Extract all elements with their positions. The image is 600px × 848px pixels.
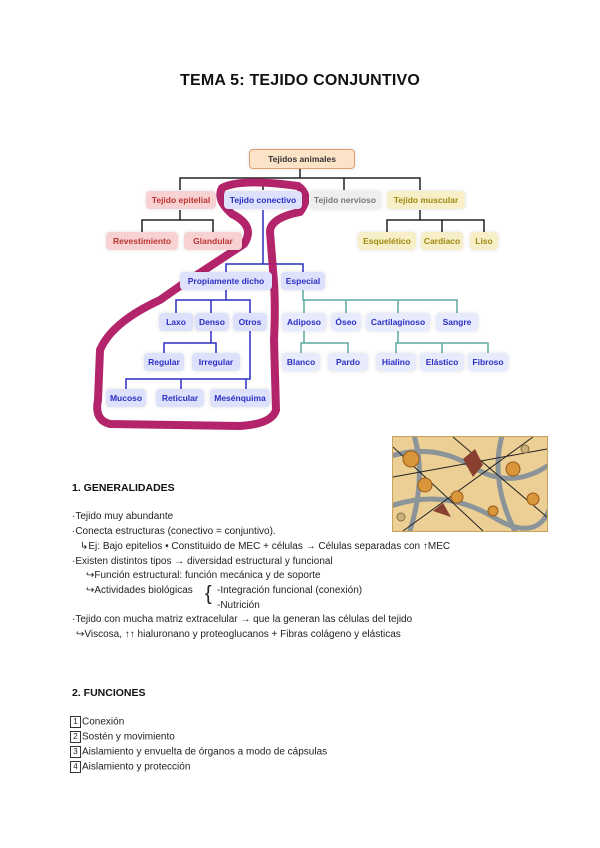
node-blanco: Blanco bbox=[282, 353, 320, 371]
function-item-4 bbox=[70, 761, 190, 773]
node-revestimiento: Revestimiento bbox=[106, 232, 178, 250]
number-box: 1 bbox=[70, 716, 81, 728]
s1-line-3: ↳Ej: Bajo epitelios • Constituido de MEC + células → Células separadas con ↑MEC bbox=[80, 541, 451, 552]
section-2-heading: 2. FUNCIONES bbox=[72, 687, 146, 699]
node-regular: Regular bbox=[144, 353, 184, 371]
number-box: 2 bbox=[70, 731, 81, 743]
node-oseo: Óseo bbox=[331, 313, 361, 331]
function-item-2 bbox=[70, 731, 175, 743]
node-esqueletico: Esquelético bbox=[358, 232, 416, 250]
s1-line-4: ·Existen distintos tipos → diversidad estructural y funcional bbox=[72, 556, 333, 567]
function-text: Conexión bbox=[82, 716, 125, 728]
node-especial: Especial bbox=[281, 272, 325, 290]
node-tejido-conectivo: Tejido conectivo bbox=[224, 191, 302, 209]
node-tejido-epitelial: Tejido epitelial bbox=[146, 191, 216, 209]
s1-line-1: ·Tejido muy abundante bbox=[72, 511, 174, 522]
number-box: 3 bbox=[70, 746, 81, 758]
node-tejido-nervioso: Tejido nervioso bbox=[309, 191, 381, 209]
number-box: 4 bbox=[70, 761, 81, 773]
node-tejido-muscular: Tejido muscular bbox=[387, 191, 465, 209]
s1-line-5: ↪Función estructural: función mecánica y de soporte bbox=[86, 570, 321, 581]
node-propiamente-dicho: Propiamente dicho bbox=[180, 272, 272, 290]
node-cardiaco: Cardiaco bbox=[421, 232, 463, 250]
page-title: TEMA 5: TEJIDO CONJUNTIVO bbox=[180, 72, 420, 89]
node-irregular: Irregular bbox=[192, 353, 240, 371]
node-pardo: Pardo bbox=[328, 353, 368, 371]
function-text: Aislamiento y envuelta de órganos a modo de cápsulas bbox=[82, 746, 328, 758]
node-denso: Denso bbox=[195, 313, 229, 331]
function-text: Aislamiento y protección bbox=[82, 761, 191, 773]
node-tejidos-animales: Tejidos animales bbox=[249, 149, 355, 169]
node-elastico: Elástico bbox=[420, 353, 464, 371]
s1-line-8: -Nutrición bbox=[217, 600, 260, 611]
node-liso: Liso bbox=[470, 232, 498, 250]
s1-line-2: ·Conecta estructuras (conectivo = conjuntivo). bbox=[72, 526, 276, 537]
node-glandular: Glandular bbox=[184, 232, 242, 250]
brace-symbol: { bbox=[205, 583, 212, 605]
node-sangre: Sangre bbox=[436, 313, 478, 331]
node-mucoso: Mucoso bbox=[106, 389, 146, 407]
connective-tissue-micrograph bbox=[392, 436, 548, 532]
node-otros: Otros bbox=[233, 313, 267, 331]
function-item-1 bbox=[70, 716, 124, 728]
node-adiposo: Adiposo bbox=[282, 313, 326, 331]
s1-line-7: -Integración funcional (conexión) bbox=[217, 585, 363, 596]
function-text: Sostén y movimiento bbox=[82, 731, 175, 743]
node-cartilaginoso: Cartilaginoso bbox=[366, 313, 430, 331]
function-item-3 bbox=[70, 746, 327, 758]
node-fibroso: Fibroso bbox=[468, 353, 508, 371]
node-laxo: Laxo bbox=[159, 313, 193, 331]
micrograph-illustration bbox=[393, 437, 547, 531]
node-reticular: Reticular bbox=[156, 389, 204, 407]
section-1-heading: 1. GENERALIDADES bbox=[72, 482, 175, 494]
s1-line-9: ·Tejido con mucha matriz extracelular → que la generan las células del tejido bbox=[72, 614, 413, 625]
s1-line-6: ↪Actividades biológicas bbox=[86, 585, 193, 596]
node-mesenquima: Mesénquima bbox=[210, 389, 270, 407]
s1-line-10: ↪Viscosa, ↑↑ hialuronano y proteoglucanos + Fibras colágeno y elásticas bbox=[76, 629, 401, 640]
node-hialino: Hialino bbox=[376, 353, 416, 371]
